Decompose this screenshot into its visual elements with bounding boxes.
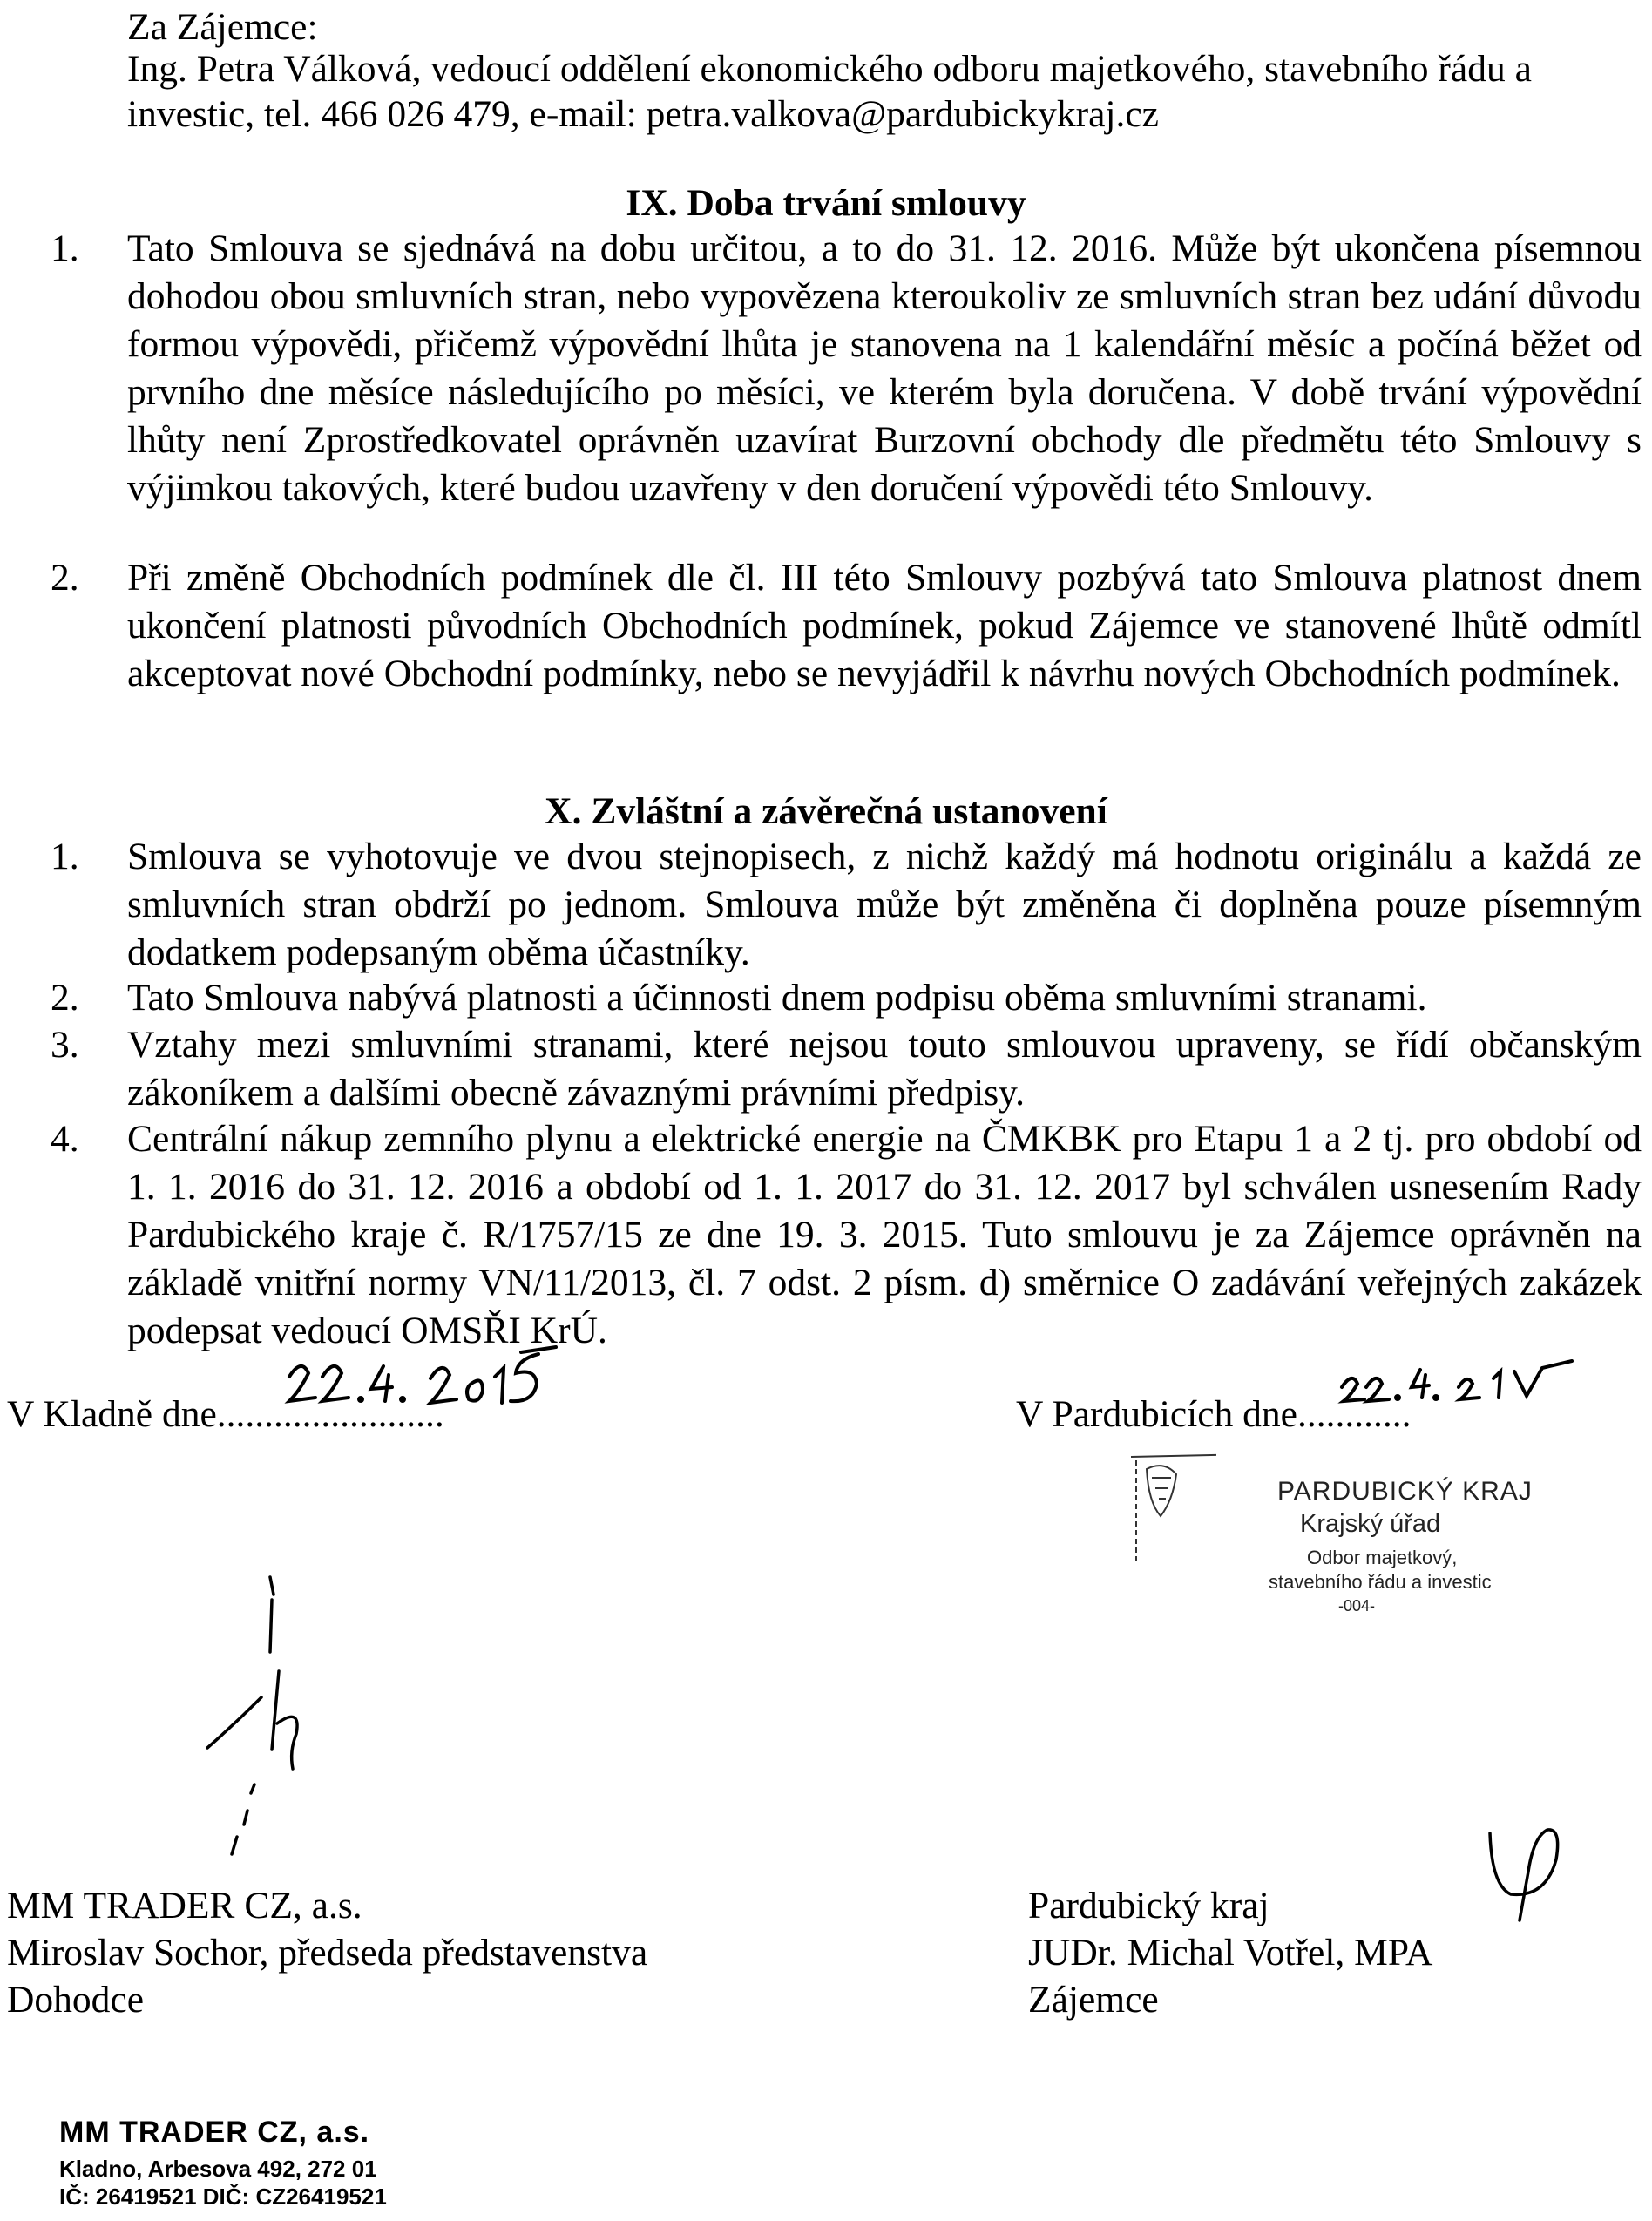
section-x-item-2-text: Tato Smlouva nabývá platnosti a účinnosti dnem podpisu oběma smluvními stranami.	[127, 977, 1427, 1019]
right-person: JUDr. Michal Votřel, MPA	[1028, 1932, 1433, 1974]
section-x-item-2-number: 2.	[51, 977, 79, 1019]
company-stamp-line-3: IČ: 26419521 DIČ: CZ26419521	[59, 2184, 387, 2210]
section-x-heading: X. Zvláštní a závěrečná ustanovení	[545, 790, 1107, 832]
section-ix-item-1-number: 1.	[51, 227, 79, 269]
left-person: Miroslav Sochor, předseda představenstva	[7, 1932, 648, 1974]
company-stamp-line-2: Kladno, Arbesova 492, 272 01	[59, 2156, 377, 2182]
company-stamp-line-1: MM TRADER CZ, a.s.	[59, 2116, 370, 2149]
section-ix-item-2-text: Při změně Obchodních podmínek dle čl. III této Smlouvy pozbývá tato Smlouva platnost dnem ukončení platnosti původních Obchodních podmínek, pokud Zájemce ve stanovené lhůtě odmítl akceptovat nové Obchodní podmínky, nebo se nevyjádřil k návrhu nových Obchodních podmínek.	[127, 557, 1642, 694]
stamp-line-3: Odbor majetkový,	[1307, 1547, 1458, 1568]
right-handwritten-date	[1337, 1349, 1598, 1405]
left-company: MM TRADER CZ, a.s.	[7, 1885, 362, 1926]
left-handwritten-date	[281, 1342, 559, 1410]
right-party: Pardubický kraj	[1028, 1885, 1269, 1926]
right-place-date: V Pardubicích dne............	[1016, 1393, 1412, 1435]
office-stamp	[1129, 1452, 1600, 1617]
section-x-item-4-number: 4.	[51, 1118, 79, 1160]
stamp-line-2: Krajský úřad	[1300, 1510, 1441, 1538]
section-x-item-4-text: Centrální nákup zemního plynu a elektrické energie na ČMKBK pro Etapu 1 a 2 tj. pro období od 1. 1. 2016 do 31. 12. 2016 a období od 1. 1. 2017 do 31. 12. 2017 byl schválen usnesením Rady Pardubického kraje č. R/1757/15 ze dne 19. 3. 2015. Tuto smlouvu je za Zájemce oprávněn na základě vnitřní normy VN/11/2013, čl. 7 odst. 2 písm. d) směrnice O zadávání veřejných zakázek podepsat vedoucí OMSŘI KrÚ.	[127, 1118, 1642, 1351]
right-signature	[1485, 1826, 1589, 1922]
coat-of-arms-icon	[1129, 1452, 1216, 1574]
section-ix-item-2-number: 2.	[51, 557, 79, 599]
right-role: Zájemce	[1028, 1979, 1159, 2021]
section-x-item-3-number: 3.	[51, 1024, 79, 1066]
stamp-line-1: PARDUBICKÝ KRAJ	[1277, 1477, 1533, 1506]
section-x-item-1-number: 1.	[51, 836, 79, 877]
section-x-item-1-text: Smlouva se vyhotovuje ve dvou stejnopisech, z nichž každý má hodnotu originálu a každá ze smluvních stran obdrží po jednom. Smlouva může být změněna či doplněna pouze písemným dodatkem podepsaným oběma účastníky.	[127, 836, 1642, 973]
stamp-line-4: stavebního řádu a investic	[1269, 1571, 1492, 1593]
left-place-date: V Kladně dne........................	[7, 1393, 444, 1435]
section-ix-item-1-text: Tato Smlouva se sjednává na dobu určitou, a to do 31. 12. 2016. Může být ukončena písemnou dohodou obou smluvních stran, nebo vypovězena kteroukoliv ze smluvních stran bez udání důvodu formou výpovědi, přičemž výpovědní lhůta je stanovena na 1 kalendářní měsíc a počíná běžet od prvního dne měsíce následujícího po měsíci, ve kterém byla doručena. V době trvání výpovědní lhůty není Zprostředkovatel oprávněn uzavírat Burzovní obchody dle předmětu této Smlouvy s výjimkou takových, které budou uzavřeny v den doručení výpovědi této Smlouvy.	[127, 227, 1642, 509]
section-x-item-3-text: Vztahy mezi smluvními stranami, které nejsou touto smlouvou upraveny, se řídí občanským zákoníkem a dalšími obecně závaznými právními předpisy.	[127, 1024, 1642, 1114]
left-role: Dohodce	[7, 1979, 145, 2021]
stamp-line-5: -004-	[1338, 1597, 1376, 1615]
contact-line-1: Ing. Petra Válková, vedoucí oddělení ekonomického odboru majetkového, stavebního řádu a	[127, 48, 1532, 90]
left-signature	[183, 1575, 357, 1863]
contact-label: Za Zájemce:	[127, 6, 318, 48]
contact-line-2: investic, tel. 466 026 479, e-mail: petra.valkova@pardubickykraj.cz	[127, 93, 1159, 135]
section-ix-heading: IX. Doba trvání smlouvy	[626, 182, 1026, 224]
